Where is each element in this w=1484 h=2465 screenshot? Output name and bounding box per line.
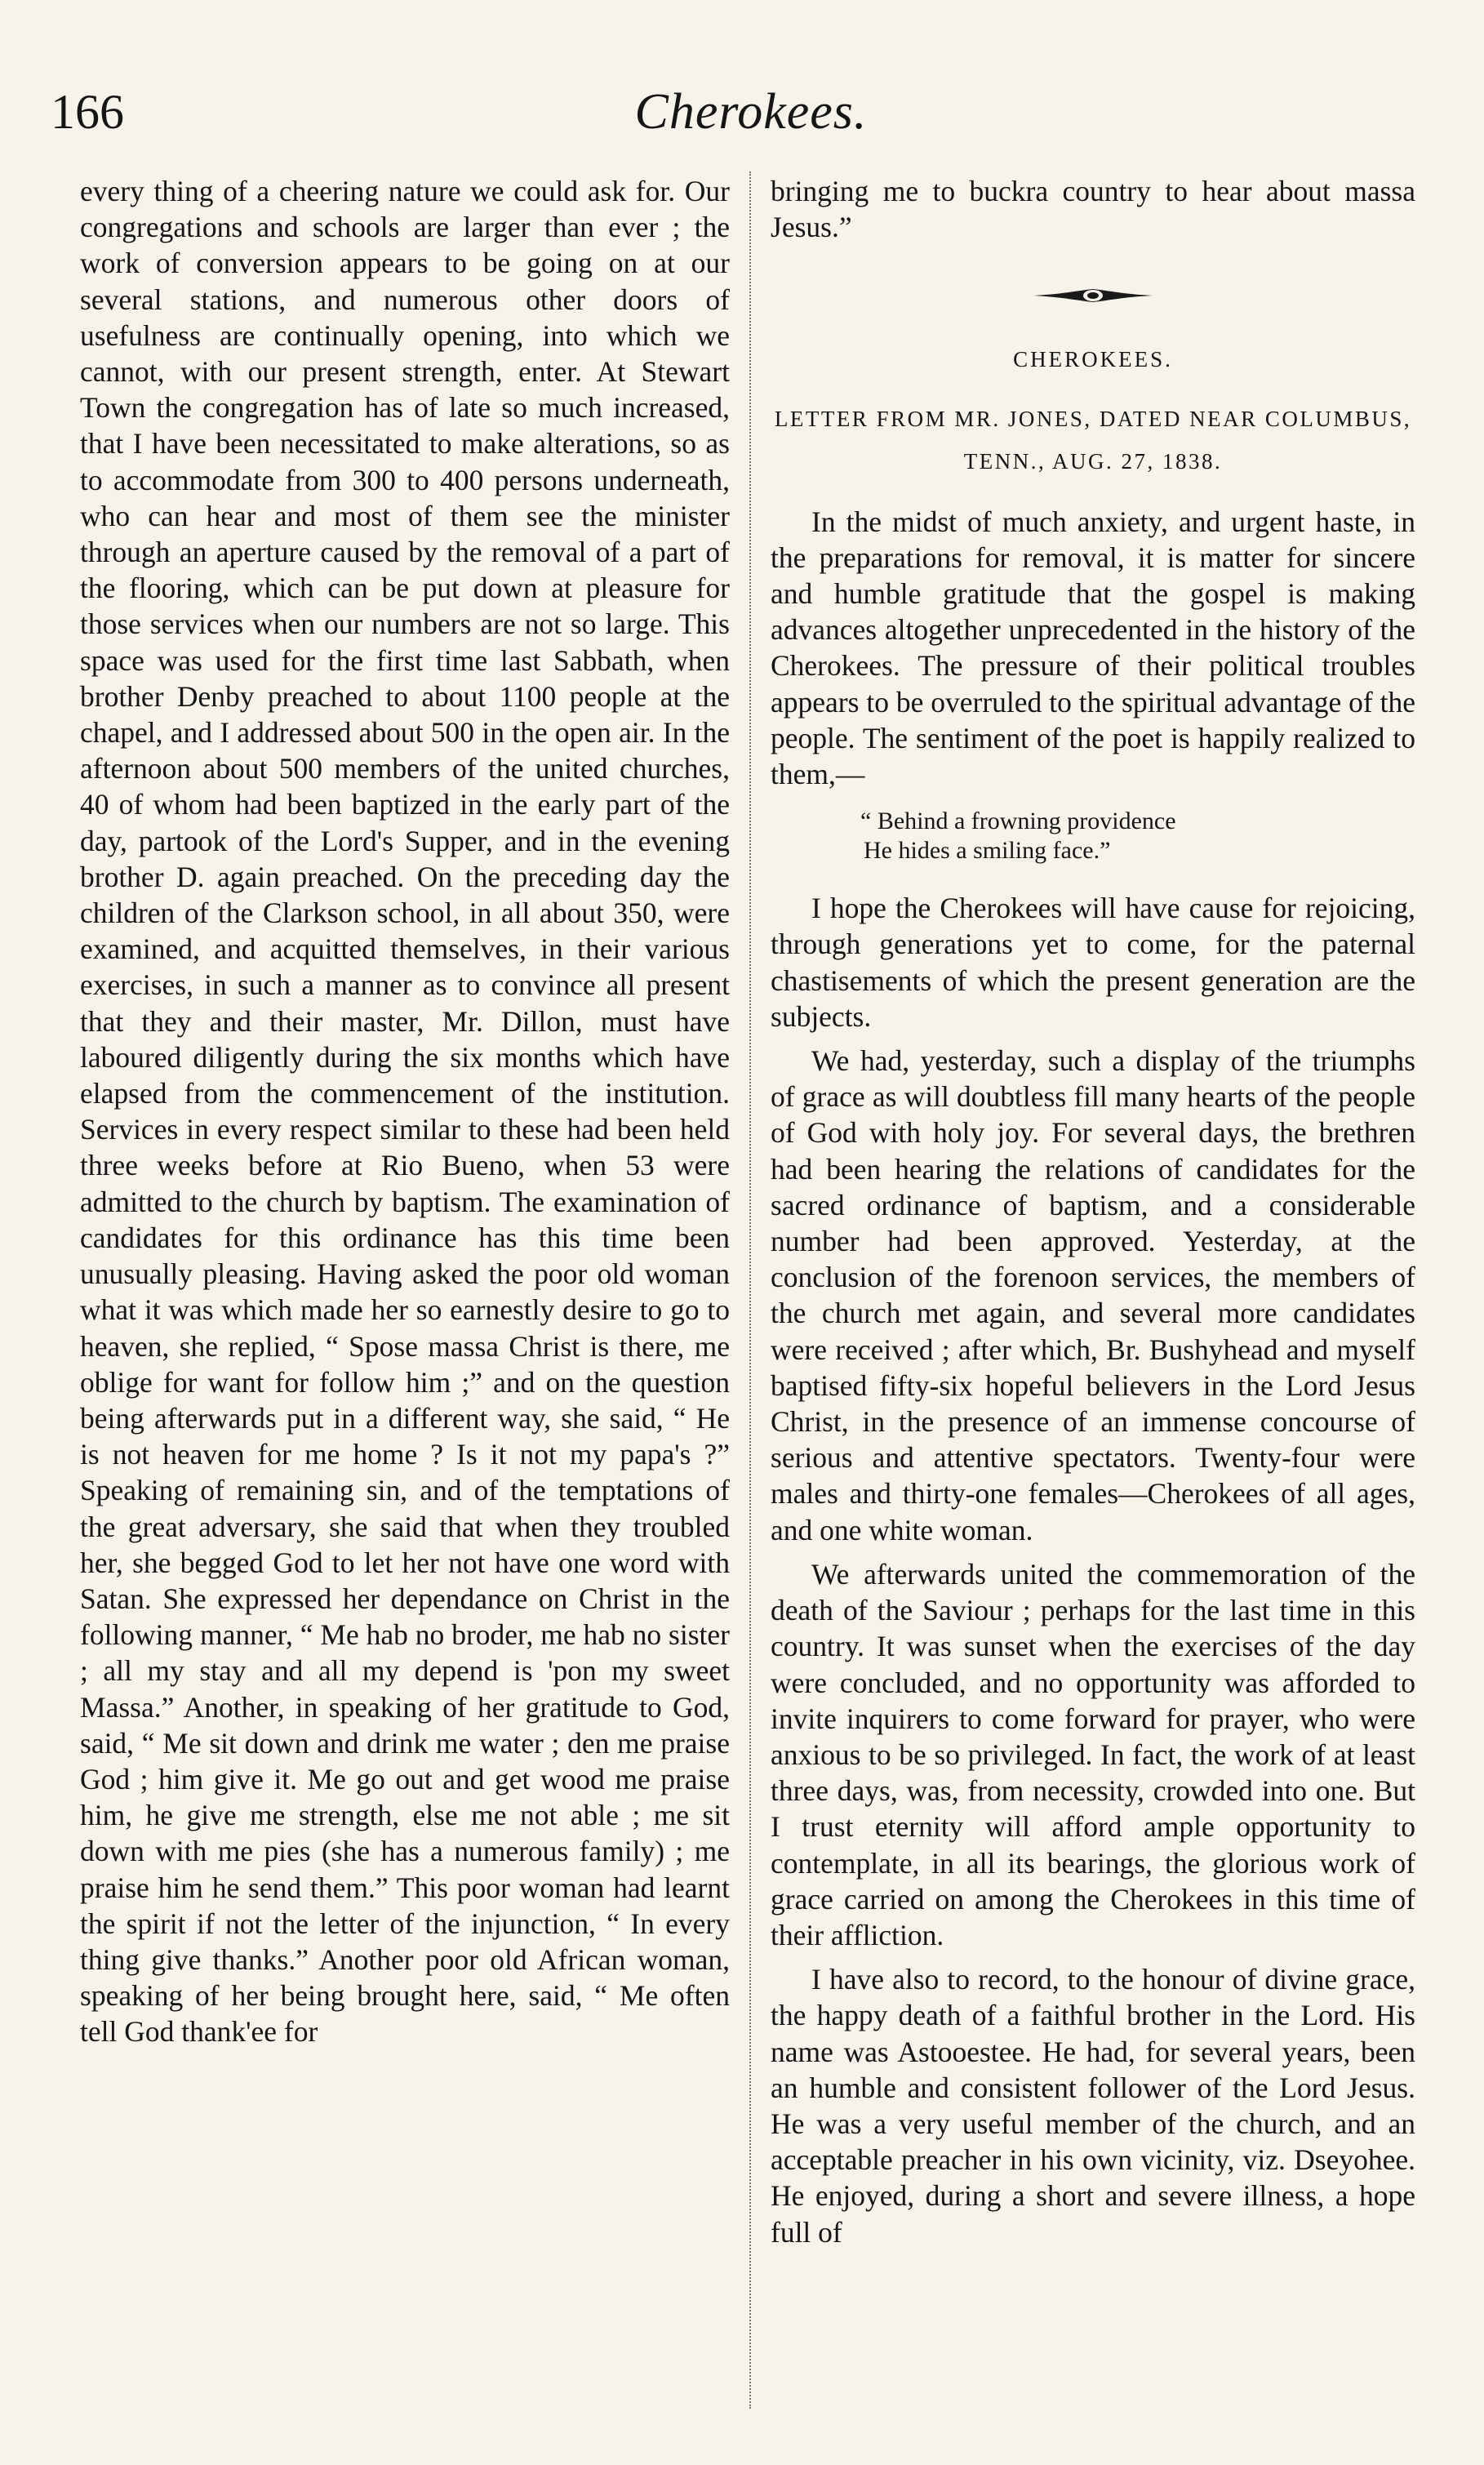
left-column — [80, 173, 730, 2050]
page-number: 166 — [51, 85, 124, 139]
running-title: Cherokees. — [634, 84, 868, 140]
verse-quote — [860, 807, 1415, 865]
verse-line: He hides a smiling face.” — [864, 837, 1111, 865]
continuation-text: bringing me to buckra country to hear about massa Jesus.” — [771, 175, 1415, 244]
right-column — [771, 173, 1415, 2250]
intro-paragraph: In the midst of much anxiety, and urgent haste, in the preparations for removal, it is matter for sincere and humble gratitude that the gospel is making advances altogether unprecedented in the history of the Cherokees. The pressure of their political troubles appears to be overruled to the spiritual advantage of the people. The sentiment of the poet is happily realized to them,— — [771, 505, 1415, 791]
body-paragraph: We afterwards united the commemoration of the death of the Saviour ; perhaps for the last time in this country. It was sunset when the exercises of the day were concluded, and no opportunity was afforded to invite inquirers to come forward for prayer, who were anxious to be so privileged. In fact, the work of at least three days, was, from necessity, crowded into one. But I trust eternity will afford ample opportunity to contemplate, in all its bearings, the glorious work of grace carried on among the Cherokees in this time of their affliction. — [771, 1557, 1415, 1951]
section-title: CHEROKEES. — [1013, 347, 1173, 372]
verse-line: “ Behind a frowning providence — [860, 808, 1176, 835]
body-paragraph: I hope the Cherokees will have cause for rejoicing, through generations yet to come, for the paternal chastisements of which the present generation are the subjects. — [771, 892, 1415, 1033]
page-header — [51, 75, 1451, 149]
letter-heading: LETTER FROM MR. JONES, DATED NEAR COLUMBUS, TENN., AUG. 27, 1838. — [774, 406, 1412, 474]
body-paragraph: We had, yesterday, such a display of the triumphs of grace as will doubtless fill many hearts of the people of God with holy joy. For several days, the brethren had been hearing the relations of candidates for the sacred ordinance of baptism, and a considerable number had been approved. Yesterday, at the conclusion of the forenoon services, the members of the church met again, and several more candidates were received ; after which, Br. Bushyhead and myself baptised fifty-six hopeful believers in the Lord Jesus Christ, in the presence of an immense concourse of serious and attentive spectators. Twenty-four were males and thirty-one females—Cherokees of all ages, and one white woman. — [771, 1044, 1415, 1546]
column-divider — [749, 171, 751, 2409]
left-paragraph: every thing of a cheering nature we could ask for. Our congregations and schools are larger than ever ; the work of conversion appears to be going on at our several stations, and numerous other doors of usefulness are continually opening, into which we cannot, with our present strength, enter. At Stewart Town the congregation has of late so much increased, that I have been necessitated to make alterations, so as to accommodate from 300 to 400 persons underneath, who can hear and most of them see the minister through an aperture caused by the removal of a part of the flooring, which can be put down at pleasure for those services when our numbers are not so large. This space was used for the first time last Sabbath, when brother Denby preached to about 1100 people at the chapel, and I addressed about 500 in the open air. In the afternoon about 500 members of the united churches, 40 of whom had been baptized in the early part of the day, partook of the Lord's Supper, and in the evening brother D. again preached. On the preceding day the children of the Clarkson school, in all about 350, were examined, and acquitted themselves, in their various exercises, in such a manner as to convince all present that they and their master, Mr. Dillon, must have laboured diligently during the six months which have elapsed from the commencement of the institution. Services in every respect similar to these had been held three weeks before at Rio Bueno, when 53 were admitted to the church by baptism. The examination of candidates for this ordinance has this time been unusually pleasing. Having asked the poor old woman what it was which made her so earnestly desire to go to heaven, she replied, “ Spose massa Christ is there, me oblige for want for follow him ;” and on the question being afterwards put in a different way, she said, “ He is not heaven for me home ? Is it not my papa's ?” Speaking of remaining sin, and of the temptations of the great adversary, she said that when they troubled her, she begged God to let her not have one word with Satan. She expressed her dependance on Christ in the following manner, “ Me hab no broder, me hab no sister ; all my stay and all my depend is 'pon my sweet Massa.” Another, in speaking of her gratitude to God, said, “ Me sit down and drink me water ; den me praise God ; him give it. Me go out and get wood me praise him, he give me strength, else me not able ; me sit down with me pies (she has a numerous family) ; me praise him he send them.” This poor woman had learnt the spirit if not the letter of the injunction, “ In every thing give thanks.” Another poor old African woman, speaking of her being brought here, said, “ Me often tell God thank'ee for — [80, 175, 730, 2049]
body-paragraph: I have also to record, to the honour of divine grace, the happy death of a faithful brother in the Lord. His name was Astooestee. He had, for several years, been an humble and consistent follower of the Lord Jesus. He was a very useful member of the church, and an acceptable preacher in his own vicinity, viz. Dseyohee. He enjoyed, during a short and severe illness, a hope full of — [771, 1963, 1415, 2249]
ornament-divider-icon — [1032, 286, 1154, 305]
